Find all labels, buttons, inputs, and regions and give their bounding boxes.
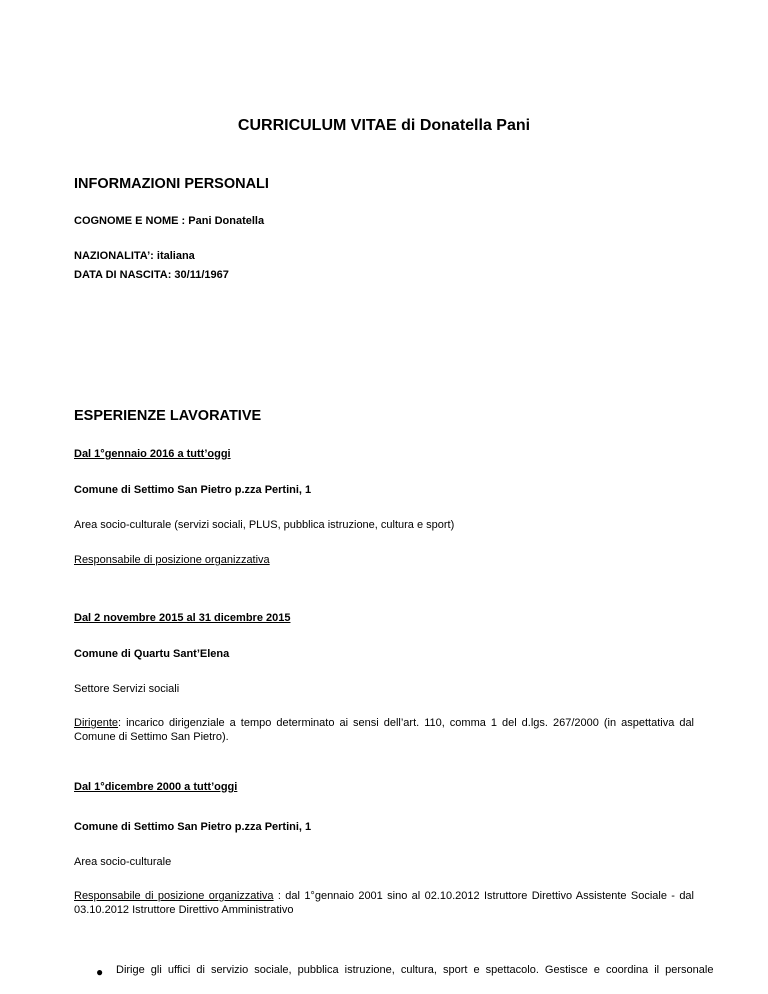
birth-date-line: DATA DI NASCITA: 30/11/1967 [74,269,229,281]
entry-1-employer: Comune di Settimo San Pietro p.zza Pertini, 1 [74,484,312,496]
entry-3-period: Dal 1°dicembre 2000 a tutt’oggi [74,781,238,793]
entry-3-role-paragraph [74,889,694,917]
bullet-icon: ● [96,965,104,979]
entry-2-role: Dirigente [74,717,119,729]
entry-3-bullet: Dirige gli uffici di servizio sociale, pubblica istruzione, cultura, sport e spettacolo. Gestisce e coordina il personale [116,964,714,976]
entry-2-period: Dal 2 novembre 2015 al 31 dicembre 2015 [74,612,291,624]
experience-heading: ESPERIENZE LAVORATIVE [74,408,262,424]
entry-1-period: Dal 1°gennaio 2016 a tutt’oggi [74,448,231,460]
entry-1-area: Area socio-culturale (servizi sociali, PLUS, pubblica istruzione, cultura e sport) [74,519,455,531]
name-line: COGNOME E NOME : Pani Donatella [74,215,265,227]
nationality-line: NAZIONALITA’: italiana [74,250,195,262]
entry-3-area: Area socio-culturale [74,856,172,868]
entry-2-area: Settore Servizi sociali [74,683,180,695]
entry-1-role: Responsabile di posizione organizzativa [74,554,270,566]
entry-3-employer: Comune di Settimo San Pietro p.zza Pertini, 1 [74,821,312,833]
entry-2-employer: Comune di Quartu Sant’Elena [74,648,230,660]
entry-2-role-detail: : incarico dirigenziale a tempo determinato ai sensi dell’art. 110, comma 1 del d.lgs. 267/2000 (in aspettativa dal Comune di Settimo San Pietro). [74,717,694,743]
page-title: CURRICULUM VITAE di Donatella Pani [237,117,531,134]
entry-3-role: Responsabile di posizione organizzativa [74,890,274,902]
personal-info-heading: INFORMAZIONI PERSONALI [74,176,269,192]
entry-3-role-detail: : dal 1°gennaio 2001 sino al 02.10.2012 Istruttore Direttivo Assistente Sociale - dal 03.10.2012 Istruttore Direttivo Amministrativo [74,890,694,916]
entry-2-role-paragraph [74,716,694,744]
